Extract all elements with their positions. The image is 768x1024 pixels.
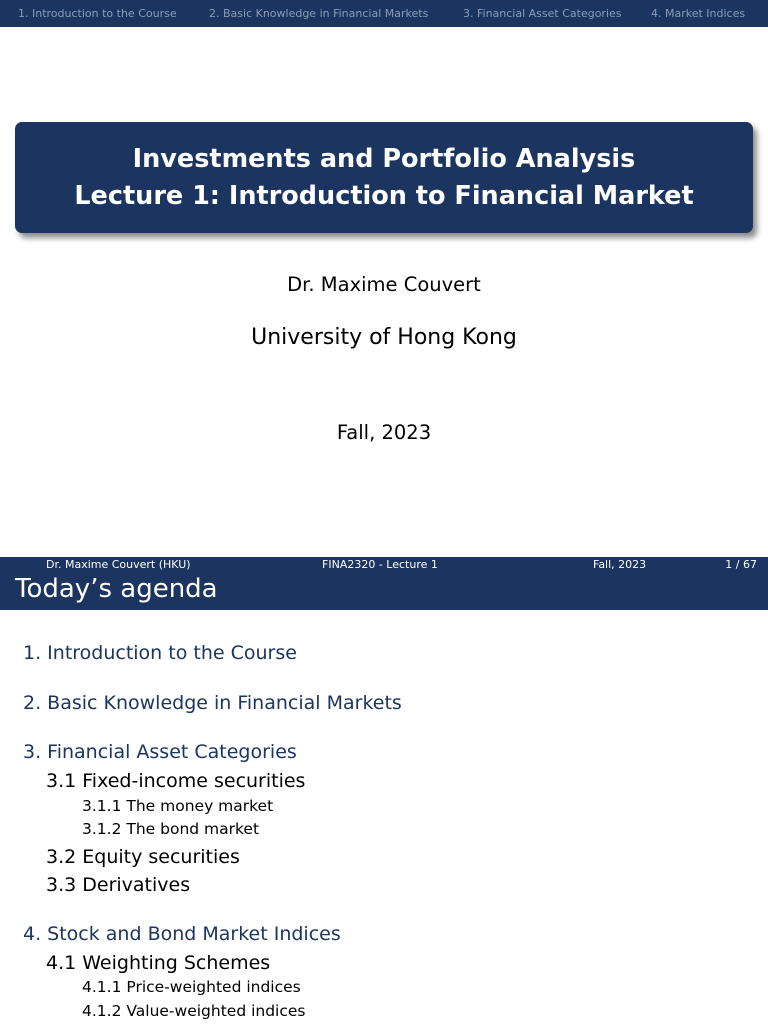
agenda-item-market-indices[interactable]: 4. Stock and Bond Market Indices [23, 923, 341, 945]
title-box [15, 122, 753, 233]
agenda-subitem-derivatives[interactable]: 3.3 Derivatives [46, 874, 191, 896]
footer-bar [0, 557, 768, 610]
agenda-item-introduction[interactable]: 1. Introduction to the Course [23, 642, 297, 664]
nav-section-asset-categories[interactable]: 3. Financial Asset Categories [463, 7, 622, 20]
author-name: Dr. Maxime Couvert [287, 273, 481, 296]
agenda-title: Today’s agenda [15, 574, 218, 604]
nav-section-basic-knowledge[interactable]: 2. Basic Knowledge in Financial Markets [209, 7, 429, 20]
agenda-subitem-weighting-schemes[interactable]: 4.1 Weighting Schemes [46, 952, 271, 974]
agenda-subsubitem-value-weighted[interactable]: 4.1.2 Value-weighted indices [82, 1002, 306, 1020]
agenda-subsubitem-bond-market[interactable]: 3.1.2 The bond market [82, 820, 260, 838]
section-navigation-bar [0, 0, 768, 27]
agenda-item-basic-knowledge[interactable]: 2. Basic Knowledge in Financial Markets [23, 692, 402, 714]
agenda-subsubitem-price-weighted[interactable]: 4.1.1 Price-weighted indices [82, 978, 301, 996]
footer-author: Dr. Maxime Couvert (HKU) [46, 558, 191, 571]
footer-course: FINA2320 - Lecture 1 [322, 558, 438, 571]
agenda-item-asset-categories[interactable]: 3. Financial Asset Categories [23, 741, 297, 763]
footer-date: Fall, 2023 [593, 558, 647, 571]
lecture-subtitle: Lecture 1: Introduction to Financial Market [74, 181, 694, 211]
agenda-subsubitem-money-market[interactable]: 3.1.1 The money market [82, 797, 274, 815]
presentation-title: Investments and Portfolio Analysis [132, 144, 636, 174]
presentation-date: Fall, 2023 [336, 421, 432, 444]
footer-page-number: 1 / 67 [725, 558, 757, 571]
agenda-subitem-equity[interactable]: 3.2 Equity securities [46, 846, 240, 868]
institution-name: University of Hong Kong [251, 325, 517, 350]
agenda-subitem-fixed-income[interactable]: 3.1 Fixed-income securities [46, 770, 306, 792]
nav-section-market-indices[interactable]: 4. Market Indices [651, 7, 746, 20]
nav-section-introduction[interactable]: 1. Introduction to the Course [18, 7, 177, 20]
